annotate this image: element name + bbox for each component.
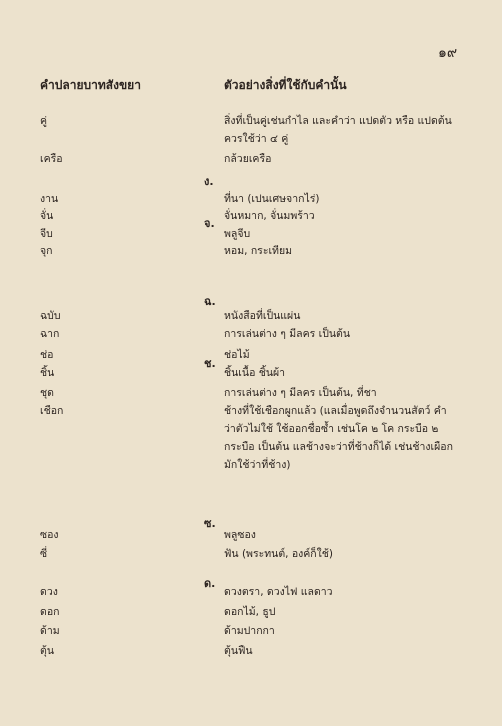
- classifier-word: งาน: [40, 193, 59, 205]
- column-header-examples: ตัวอย่างสิ่งที่ใช้กับคำนั้น: [224, 78, 347, 92]
- usage-example: ช่อไม้: [224, 349, 250, 361]
- usage-example: ด้ามปากกา: [224, 625, 275, 637]
- section-letter: ซ.: [204, 517, 216, 530]
- usage-example: การเล่นต่าง ๆ มีลคร เป็นต้น, ที่ชา: [224, 387, 377, 399]
- classifier-word: คู่: [40, 115, 48, 127]
- section-letter: ด.: [204, 577, 216, 590]
- usage-example: ดวงตรา, ดวงไฟ แลดาว: [224, 586, 333, 598]
- classifier-word: ด้าม: [40, 625, 60, 637]
- classifier-word: ฉบับ: [40, 310, 61, 322]
- classifier-word: ช่อ: [40, 349, 54, 361]
- section-letter: ง.: [204, 175, 214, 188]
- classifier-word: จีบ: [40, 228, 53, 240]
- classifier-word: จั่น: [40, 210, 54, 222]
- usage-example: กระบือ เป็นต้น แลช้างจะว่าที่ช้างก็ได้ เช่นช้างเผือก: [224, 441, 453, 453]
- classifier-word: ดอก: [40, 606, 60, 618]
- usage-example: กล้วยเครือ: [224, 153, 272, 165]
- usage-example: หอม, กระเทียม: [224, 245, 293, 257]
- classifier-word: เชือก: [40, 405, 64, 417]
- usage-example: ที่นา (เปนเศษจากไร่): [224, 193, 320, 205]
- usage-example: ฟัน (พระทนต์, องค์ก็ใช้): [224, 548, 334, 560]
- usage-example: ดอกไม้, ธูป: [224, 606, 276, 618]
- usage-example: จั่นหมาก, จั่นมพร้าว: [224, 210, 315, 222]
- section-letter: ช.: [204, 357, 216, 370]
- usage-example: การเล่นต่าง ๆ มีลคร เป็นต้น: [224, 328, 351, 340]
- usage-example: ควรใช้ว่า ๔ คู่: [224, 133, 289, 145]
- classifier-word: ชุด: [40, 387, 54, 399]
- usage-example: พลูซอง: [224, 529, 256, 541]
- page-number: ๑๙: [438, 45, 458, 61]
- classifier-word: ซี่: [40, 548, 48, 560]
- classifier-word: ซอง: [40, 529, 59, 541]
- usage-example: ชิ้นเนื้อ ชิ้นผ้า: [224, 367, 286, 379]
- classifier-word: จุก: [40, 245, 53, 257]
- usage-example: ว่าตัวไม่ใช้ ใช้ออกชื่อซ้ำ เช่นโค ๒ โค กระบือ ๒: [224, 423, 439, 435]
- classifier-word: ฉาก: [40, 328, 60, 340]
- usage-example: ช้างที่ใช้เชือกผูกแล้ว (แลเมื่อพูดถึงจำนวนสัตว์ คำ: [224, 405, 447, 417]
- classifier-word: ตุ้น: [40, 645, 54, 657]
- column-header-classifier: คำปลายบาทสังขยา: [40, 78, 141, 92]
- classifier-word: ดวง: [40, 586, 58, 598]
- usage-example: พลูจีบ: [224, 228, 251, 240]
- usage-example: สิ่งที่เป็นคู่เช่นกำไล และคำว่า แปดตัว หรือ แปดต้น: [224, 115, 452, 127]
- usage-example: หนังสือที่เป็นแผ่น: [224, 310, 301, 322]
- classifier-word: ชิ้น: [40, 367, 55, 379]
- usage-example: มักใช้ว่าที่ช้าง): [224, 459, 291, 471]
- usage-example: ตุ้นฟืน: [224, 645, 253, 657]
- classifier-word: เครือ: [40, 153, 63, 165]
- section-letter: จ.: [204, 217, 215, 230]
- section-letter: ฉ.: [204, 295, 216, 308]
